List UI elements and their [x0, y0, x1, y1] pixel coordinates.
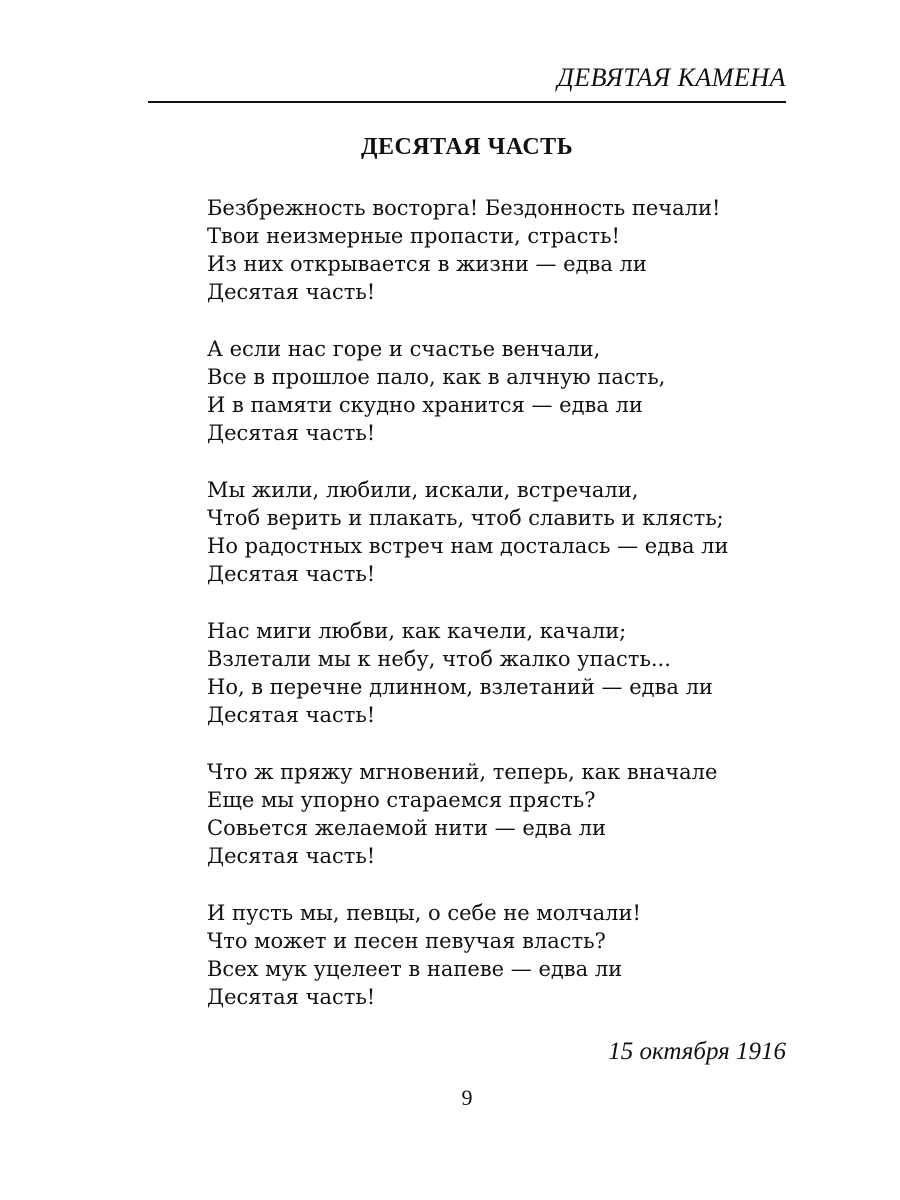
- poem-line: Чтоб верить и плакать, чтоб славить и клясть;: [207, 506, 724, 530]
- poem-line: Десятая часть!: [207, 985, 376, 1009]
- poem-date: 15 октября 1916: [608, 1038, 786, 1065]
- poem-line: И в памяти скудно хранится — едва ли: [207, 393, 643, 417]
- stanza-3: [207, 476, 767, 588]
- poem-line: Из них открывается в жизни — едва ли: [207, 252, 647, 276]
- poem-line: Все в прошлое пало, как в алчную пасть,: [207, 365, 666, 389]
- stanza-6: [207, 899, 767, 1011]
- poem-line: Совьется желаемой нити — едва ли: [207, 816, 607, 840]
- stanza-4: [207, 617, 767, 729]
- poem-line: Десятая часть!: [207, 703, 376, 727]
- poem-line: Что может и песен певучая власть?: [207, 929, 606, 953]
- poem-line: Мы жили, любили, искали, встречали,: [207, 478, 639, 502]
- poem-line: И пусть мы, певцы, о себе не молчали!: [207, 901, 641, 925]
- poem-line: Но, в перечне длинном, взлетаний — едва ли: [207, 675, 713, 699]
- poem-line: Еще мы упорно стараемся прясть?: [207, 788, 596, 812]
- poem-line: Но радостных встреч нам досталась — едва ли: [207, 534, 729, 558]
- stanza-2: [207, 335, 767, 447]
- page-number: 9: [461, 1085, 473, 1110]
- running-head-title: ДЕВЯТАЯ КАМЕНА: [557, 63, 786, 92]
- poem-line: Всех мук уцелеет в напеве — едва ли: [207, 957, 623, 981]
- poem-line: Десятая часть!: [207, 844, 376, 868]
- poem-line: Десятая часть!: [207, 280, 376, 304]
- poem-line: А если нас горе и счастье венчали,: [207, 337, 601, 361]
- header-divider: [148, 101, 786, 103]
- stanza-5: [207, 758, 767, 870]
- poem-line: Что ж пряжу мгновений, теперь, как вначале: [207, 760, 718, 784]
- poem-line: Безбрежность восторга! Бездонность печали!: [207, 196, 721, 220]
- poem-line: Нас миги любви, как качели, качали;: [207, 619, 627, 643]
- poem-title: ДЕСЯТАЯ ЧАСТЬ: [360, 134, 574, 160]
- stanza-1: [207, 194, 767, 306]
- poem-line: Десятая часть!: [207, 562, 376, 586]
- poem-line: Твои неизмерные пропасти, страсть!: [207, 224, 620, 248]
- poem-line: Взлетали мы к небу, чтоб жалко упасть...: [207, 647, 671, 671]
- poem-line: Десятая часть!: [207, 421, 376, 445]
- poem-body: [207, 194, 767, 1040]
